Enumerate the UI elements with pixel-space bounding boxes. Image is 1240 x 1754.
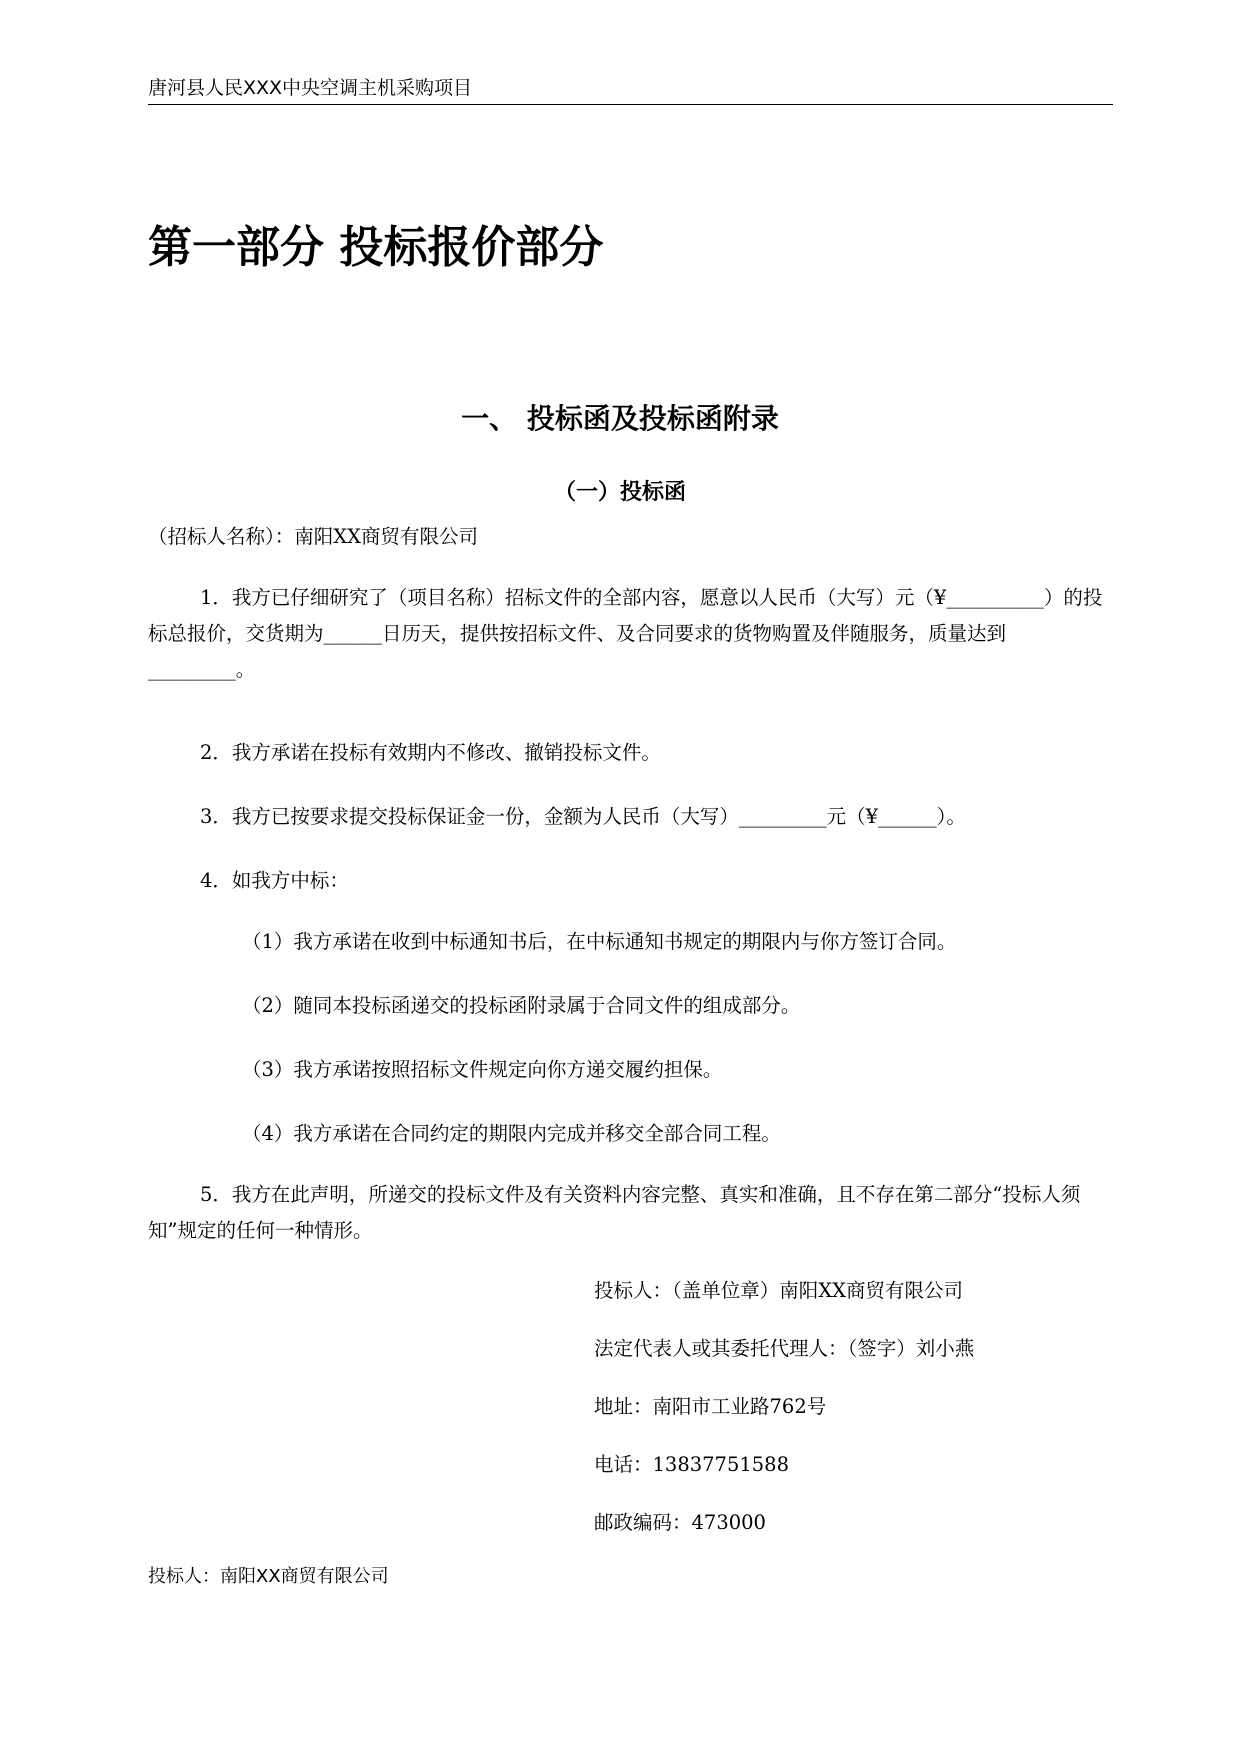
section-title: 一、 投标函及投标函附录 (461, 402, 779, 435)
signature-representative: 法定代表人或其委托代理人：（签字）刘小燕 (594, 1337, 975, 1360)
clause-4-item: （3）我方承诺按照招标文件规定向你方递交履约担保。 (242, 1058, 723, 1081)
clause-4-item: （4）我方承诺在合同约定的期限内完成并移交全部合同工程。 (242, 1122, 781, 1145)
signature-postcode: 邮政编码：473000 (594, 1511, 766, 1534)
clause-5: 5．我方在此声明，所递交的投标文件及有关资料内容完整、真实和准确，且不存在第二部分“投标人须知”规定的任何一种情形。 (148, 1183, 1081, 1242)
clause-4-item: （2）随同本投标函递交的投标函附录属于合同文件的组成部分。 (242, 994, 801, 1017)
recipient-line: （招标人名称）：南阳XX商贸有限公司 (148, 525, 479, 548)
signature-bidder: 投标人：（盖单位章）南阳XX商贸有限公司 (594, 1279, 964, 1302)
clause-2: 2．我方承诺在投标有效期内不修改、撤销投标文件。 (200, 741, 661, 764)
footer-bidder-name: 投标人：南阳XX商贸有限公司 (148, 1566, 389, 1587)
part-title: 第一部分 投标报价部分 (148, 222, 604, 273)
subsection-title: （一）投标函 (553, 480, 686, 505)
page-header (148, 74, 1113, 105)
clause-4: 4．如我方中标： (200, 869, 349, 892)
clause-3: 3．我方已按要求提交投标保证金一份，金额为人民币（大写）_________元（¥______）。 (200, 805, 966, 828)
signature-phone: 电话：13837751588 (594, 1453, 789, 1476)
page-footer (148, 1563, 389, 1591)
header-project-title: 唐河县人民XXX中央空调主机采购项目 (148, 77, 473, 99)
signature-address: 地址：南阳市工业路762号 (594, 1395, 827, 1418)
clause-1: 1．我方已仔细研究了（项目名称）招标文件的全部内容，愿意以人民币（大写）元（¥__________）的投标总报价，交货期为______日历天，提供按招标文件、及合同要求的货物购置及伴随服务，质量达到_________。 (148, 586, 1103, 681)
clause-4-item: （1）我方承诺在收到中标通知书后，在中标通知书规定的期限内与你方签订合同。 (242, 930, 957, 953)
